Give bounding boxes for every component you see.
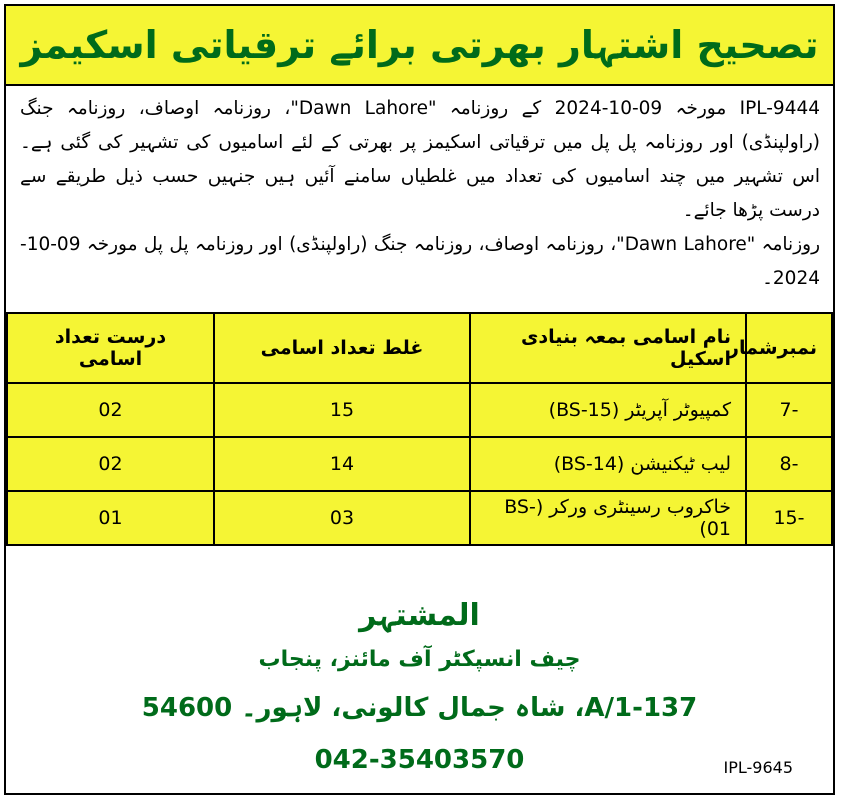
correction-table	[6, 312, 833, 546]
table-header-row	[7, 313, 832, 383]
advertiser-office: چیف انسپکٹر آف مائنز، پنجاب	[258, 647, 581, 672]
row-wrong-count: 03	[214, 491, 470, 545]
table-row	[7, 491, 832, 545]
row-post-name: کمپیوٹر آپریٹر (BS-15)	[470, 383, 746, 437]
advertiser-block	[6, 594, 833, 786]
header-post-name: نام اسامی بمعہ بنیادی اسکیل	[470, 313, 746, 383]
header-wrong-count: غلط تعداد اسامی	[214, 313, 470, 383]
intro-text	[20, 92, 820, 292]
row-post-name: خاکروب رسینٹری ورکر (BS-01)	[470, 491, 746, 545]
advertiser-address: 137-A/1، شاہ جمال کالونی، لاہور۔ 54600	[141, 693, 698, 723]
header-correct-count: درست تعداد اسامی	[7, 313, 214, 383]
row-wrong-count: 14	[214, 437, 470, 491]
header-serial: نمبرشمار	[746, 313, 832, 383]
intro-paragraph-2: روزنامہ "Dawn Lahore"، روزنامہ اوصاف، روزنامہ جنگ (راولپنڈی) اور روزنامہ پل پل مورخہ 09-10-2024۔	[20, 234, 821, 289]
table-row	[7, 383, 832, 437]
advertisement-frame	[4, 4, 835, 795]
advertiser-phone: 042-35403570	[314, 745, 525, 775]
advertiser-label: المشتہر	[359, 598, 480, 633]
row-post-name: لیب ٹیکنیشن (BS-14)	[470, 437, 746, 491]
row-correct-count: 02	[7, 383, 214, 437]
intro-paragraph-1: IPL-9444 مورخہ 09-10-2024 کے روزنامہ "Dawn Lahore"، روزنامہ اوصاف، روزنامہ جنگ (راولپنڈی) اور روزنامہ پل پل میں ترقیاتی اسکیمز پر بھرتی کے لئے اسامیوں کی تشہیر کی گئی ہے۔ اس تشہیر میں چند اسامیوں کی تعداد میں غلطیاں سامنے آئیں ہیں جنہیں حسب ذیل طریقے سے درست پڑھا جائے۔	[20, 98, 821, 221]
row-serial: 7-	[779, 399, 799, 421]
row-wrong-count: 15	[214, 383, 470, 437]
row-serial: 15-	[773, 507, 805, 529]
reference-number: IPL-9645	[723, 758, 793, 777]
page-title: تصحیح اشتہار بھرتی برائے ترقیاتی اسکیمز	[20, 23, 819, 67]
row-serial: 8-	[779, 453, 799, 475]
row-correct-count: 01	[7, 491, 214, 545]
row-correct-count: 02	[7, 437, 214, 491]
table-row	[7, 437, 832, 491]
title-bar	[6, 6, 833, 86]
